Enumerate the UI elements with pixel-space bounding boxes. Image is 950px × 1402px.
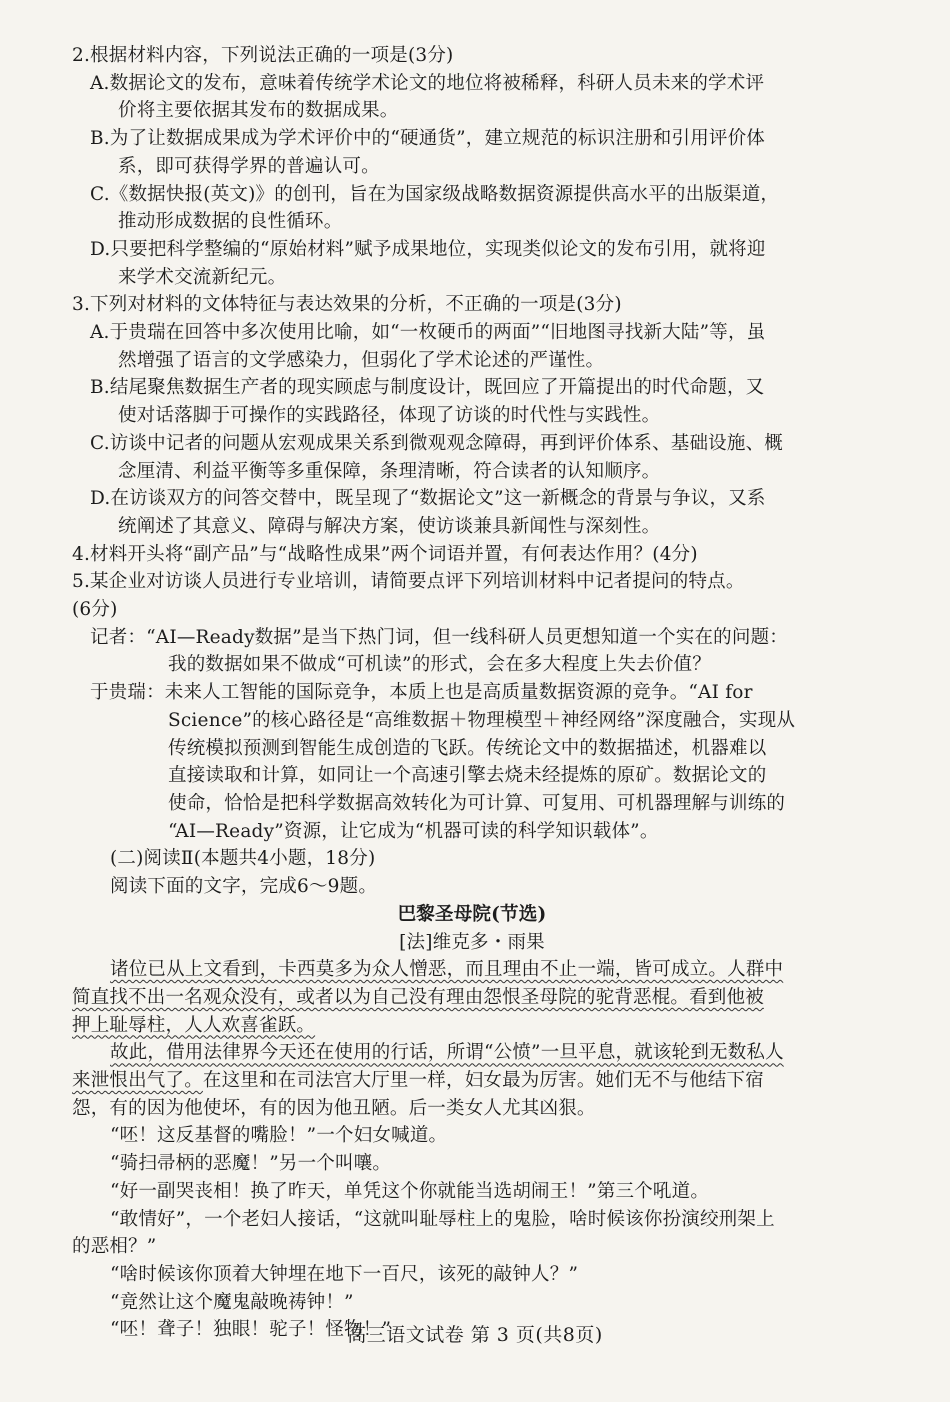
line-text: 在这里和在司法宫大厅里一样，妇女最为厉害。她们无不与他结下宿 bbox=[202, 1070, 764, 1092]
line-text: B.结尾聚焦数据生产者的现实顾虑与制度设计，既回应了开篇提出的时代命题，又 bbox=[90, 377, 765, 399]
text-line bbox=[72, 402, 872, 430]
line-text: 推动形成数据的良性循环。 bbox=[118, 211, 343, 233]
line-text: 我的数据如果不做成“可机读”的形式，会在多大程度上失去价值？ bbox=[168, 654, 711, 676]
line-text: “啥时候该你顶着大钟埋在地下一百尺，该死的敲钟人？” bbox=[110, 1263, 579, 1285]
line-text: 统阐述了其意义、障碍与解决方案，使访谈兼具新闻性与深刻性。 bbox=[118, 515, 661, 537]
line-text: 简直找不出一名观众没有，或者以为自己没有理由怨恨圣母院的驼背恶棍。看到他被 bbox=[72, 986, 764, 1008]
text-line bbox=[72, 485, 872, 513]
line-text: 阅读下面的文字，完成6～9题。 bbox=[110, 876, 378, 898]
text-line bbox=[72, 291, 872, 319]
text-line bbox=[72, 1289, 872, 1317]
text-line bbox=[72, 430, 872, 458]
text-line bbox=[72, 956, 872, 984]
line-text: (6分) bbox=[72, 599, 118, 621]
text-line bbox=[72, 70, 872, 98]
line-text: “竟然让这个魔鬼敲晚祷钟！” bbox=[110, 1291, 354, 1313]
line-text: 于贵瑞：未来人工智能的国际竞争，本质上也是高质量数据资源的竞争。“AI for bbox=[90, 682, 753, 704]
line-text: 巴黎圣母院(节选) bbox=[397, 903, 547, 925]
text-line bbox=[72, 513, 872, 541]
line-text: [法]维克多・雨果 bbox=[399, 931, 545, 953]
text-line bbox=[72, 845, 872, 873]
text-line bbox=[72, 374, 872, 402]
line-text: D.在访谈双方的问答交替中，既呈现了“数据论文”这一新概念的背景与争议，又系 bbox=[90, 488, 766, 510]
text-line bbox=[72, 125, 872, 153]
line-text: 价将主要依据其发布的数据成果。 bbox=[118, 100, 399, 122]
underlined-text: 来泄恨出气了。 bbox=[72, 1070, 203, 1092]
text-line bbox=[72, 1178, 872, 1206]
text-line bbox=[72, 1039, 872, 1067]
text-line bbox=[72, 984, 872, 1012]
text-line bbox=[72, 873, 872, 901]
line-text: “敢情好”，一个老妇人接话，“这就叫耻辱柱上的鬼脸，啥时候该你扮演绞刑架上 bbox=[110, 1208, 775, 1230]
text-line bbox=[72, 651, 872, 679]
text-line bbox=[72, 929, 872, 957]
text-line bbox=[72, 236, 872, 264]
line-text: A.数据论文的发布，意味着传统学术论文的地位将被稀释，科研人员未来的学术评 bbox=[90, 72, 765, 94]
line-text: 使对话落脚于可操作的实践路径，体现了访谈的时代性与实践性。 bbox=[118, 405, 661, 427]
text-line bbox=[72, 458, 872, 486]
line-text: 记者：“AI—Ready数据”是当下热门词，但一线科研人员更想知道一个实在的问题： bbox=[90, 626, 788, 648]
line-text: 念厘清、利益平衡等多重保障，条理清晰，符合读者的认知顺序。 bbox=[118, 460, 661, 482]
line-text: 然增强了语言的文学感染力，但弱化了学术论述的严谨性。 bbox=[118, 349, 605, 371]
line-text: D.只要把科学整编的“原始材料”赋予成果地位，实现类似论文的发布引用，就将迎 bbox=[90, 238, 766, 260]
line-text: 5.某企业对访谈人员进行专业培训，请简要点评下列培训材料中记者提问的特点。 bbox=[72, 571, 745, 593]
line-text: 来学术交流新纪元。 bbox=[118, 266, 287, 288]
line-text: “骑扫帚柄的恶魔！”另一个叫嚷。 bbox=[110, 1153, 392, 1175]
text-line bbox=[72, 762, 872, 790]
text-line bbox=[72, 181, 872, 209]
page-content bbox=[72, 42, 872, 1344]
line-text: A.于贵瑞在回答中多次使用比喻，如“一枚硬币的两面”“旧地图寻找新大陆”等，虽 bbox=[90, 322, 766, 344]
text-line bbox=[72, 1067, 872, 1095]
text-line bbox=[72, 790, 872, 818]
text-line bbox=[72, 1261, 872, 1289]
line-text: 押上耻辱柱，人人欢喜雀跃。 bbox=[72, 1014, 316, 1036]
line-text: “呸！这反基督的嘴脸！”一个妇女喊道。 bbox=[110, 1125, 448, 1147]
text-line bbox=[72, 541, 872, 569]
text-line bbox=[72, 707, 872, 735]
line-text: 系，即可获得学界的普遍认可。 bbox=[118, 155, 380, 177]
text-line bbox=[72, 264, 872, 292]
line-text: 4.材料开头将“副产品”与“战略性成果”两个词语并置，有何表达作用？(4分) bbox=[72, 543, 698, 565]
line-text: “AI—Ready”资源，让它成为“机器可读的科学知识载体”。 bbox=[168, 820, 659, 842]
line-text: 怨，有的因为他使坏，有的因为他丑陋。后一类女人尤其凶狠。 bbox=[72, 1097, 596, 1119]
line-text: C.访谈中记者的问题从宏观成果关系到微观观念障碍，再到评价体系、基础设施、概 bbox=[90, 432, 783, 454]
text-line bbox=[72, 568, 872, 596]
text-line bbox=[72, 208, 872, 236]
text-line bbox=[72, 319, 872, 347]
text-line bbox=[72, 901, 872, 929]
text-line bbox=[72, 735, 872, 763]
text-line bbox=[72, 818, 872, 846]
line-text: “呸！聋子！独眼！驼子！怪物！” bbox=[110, 1319, 392, 1341]
text-line bbox=[72, 97, 872, 125]
line-text: 使命，恰恰是把科学数据高效转化为可计算、可复用、可机器理解与训练的 bbox=[168, 792, 786, 814]
text-line bbox=[72, 1122, 872, 1150]
text-line bbox=[72, 347, 872, 375]
line-text: 2.根据材料内容，下列说法正确的一项是(3分) bbox=[72, 45, 454, 66]
line-text: C.《数据快报(英文)》的创刊，旨在为国家级战略数据资源提供高水平的出版渠道， bbox=[90, 183, 780, 205]
line-text: 3.下列对材料的文体特征与表达效果的分析，不正确的一项是(3分) bbox=[72, 294, 622, 316]
text-line bbox=[72, 42, 872, 70]
underlined-text: 故此，借用法律界今天还在使用的行话，所谓“公愤”一旦平息，就该轮到无数私人 bbox=[110, 1042, 784, 1064]
line-text: B.为了让数据成果成为学术评价中的“硬通货”，建立规范的标识注册和引用评价体 bbox=[90, 128, 765, 150]
line-text: 诸位已从上文看到，卡西莫多为众人憎恶，而且理由不止一端，皆可成立。人群中 bbox=[110, 959, 784, 981]
text-line bbox=[72, 1150, 872, 1178]
text-line bbox=[72, 624, 872, 652]
text-line bbox=[72, 1012, 872, 1040]
text-line bbox=[72, 1095, 872, 1123]
text-line bbox=[72, 596, 872, 624]
page-footer: 高三语文试卷 第 3 页(共8页) bbox=[347, 1324, 603, 1346]
text-line bbox=[72, 1206, 872, 1234]
line-text: 的恶相？” bbox=[72, 1236, 157, 1258]
line-text: 直接读取和计算，如同让一个高速引擎去烧未经提炼的原矿。数据论文的 bbox=[168, 765, 767, 787]
line-text: (二)阅读Ⅱ(本题共4小题，18分) bbox=[110, 848, 376, 870]
line-text: 传统模拟预测到智能生成创造的飞跃。传统论文中的数据描述，机器难以 bbox=[168, 737, 767, 759]
text-line bbox=[72, 153, 872, 181]
text-line bbox=[72, 679, 872, 707]
line-text: “好一副哭丧相！换了昨天，单凭这个你就能当选胡闹王！”第三个吼道。 bbox=[110, 1180, 710, 1202]
line-text: Science”的核心路径是“高维数据＋物理模型＋神经网络”深度融合，实现从 bbox=[168, 709, 796, 731]
text-line bbox=[72, 1233, 872, 1261]
